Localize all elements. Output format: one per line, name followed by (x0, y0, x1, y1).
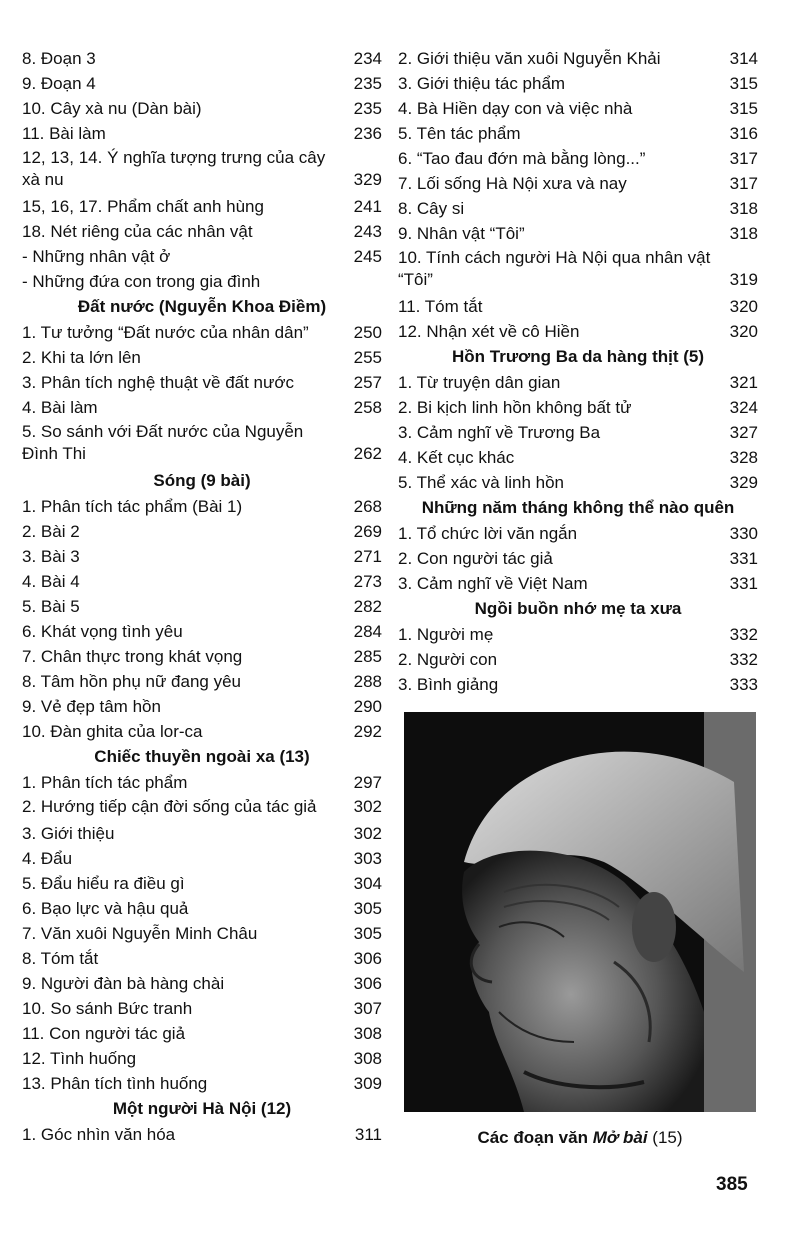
toc-entry (22, 121, 382, 146)
toc-entry (398, 370, 758, 395)
toc-entry (22, 544, 382, 569)
toc-entry-title: 10. Cây xà nu (Dàn bài) (22, 99, 202, 118)
toc-entry-page: 324 (729, 398, 758, 417)
toc-entry (22, 821, 382, 846)
toc-entry-page: 302 (353, 824, 382, 843)
toc-entry-title: 8. Tóm tắt (22, 949, 99, 968)
toc-entry-title: 6. Khát vọng tình yêu (22, 622, 183, 641)
toc-entry-title: 4. Bài làm (22, 398, 98, 417)
toc-entry-page: 316 (729, 124, 758, 143)
toc-entry (398, 622, 758, 647)
toc-entry (398, 470, 758, 495)
toc-entry-title: 2. Hướng tiếp cận đời sống của tác giả (22, 797, 317, 816)
toc-entry-title: 13. Phân tích tình huống (22, 1074, 208, 1093)
toc-entry-page: 236 (353, 124, 382, 143)
toc-entry-page: 308 (353, 1049, 382, 1068)
toc-entry-title: 7. Văn xuôi Nguyễn Minh Châu (22, 924, 258, 943)
toc-entry-page: 250 (353, 323, 382, 342)
toc-entry-title: 1. Phân tích tác phẩm (Bài 1) (22, 497, 243, 516)
toc-entry (398, 146, 758, 171)
toc-entry (22, 494, 382, 519)
toc-entry-title: 2. Bài 2 (22, 522, 80, 541)
photo-caption (404, 1128, 756, 1148)
toc-entry (398, 171, 758, 196)
toc-entry-title: 12. Tình huống (22, 1049, 137, 1068)
toc-entry (22, 871, 382, 896)
caption-italic: Mở bài (592, 1128, 648, 1147)
toc-entry-title: 8. Tâm hồn phụ nữ đang yêu (22, 672, 241, 691)
toc-entry (398, 196, 758, 221)
caption-prefix: Các đoạn văn (477, 1128, 593, 1147)
toc-entry-page: 320 (729, 322, 758, 341)
toc-entry (22, 1046, 382, 1071)
toc-entry (22, 644, 382, 669)
toc-entry-page: 268 (353, 497, 382, 516)
toc-entry-title: 10. Tính cách người Hà Nội qua nhân vật “Tôi” (398, 248, 711, 289)
toc-entry-page: 314 (729, 49, 758, 68)
toc-entry (22, 194, 382, 219)
toc-entry-page: 311 (354, 1125, 382, 1144)
toc-entry-title: 8. Đoạn 3 (22, 49, 96, 68)
toc-entry (398, 294, 758, 319)
toc-entry-title: 4. Đẩu (22, 849, 73, 868)
toc-entry (398, 546, 758, 571)
toc-entry-title: 11. Tóm tắt (398, 297, 483, 316)
toc-entry-title: 9. Đoạn 4 (22, 74, 96, 93)
toc-entry-page: 318 (729, 199, 758, 218)
toc-entry (22, 71, 382, 96)
toc-entry (22, 770, 382, 795)
toc-entry-page: 297 (353, 773, 382, 792)
toc-entry-page: 304 (353, 874, 382, 893)
toc-entry-title: 1. Từ truyện dân gian (398, 373, 561, 392)
toc-entry (22, 619, 382, 644)
toc-entry (398, 395, 758, 420)
toc-entry-page: 331 (729, 549, 758, 568)
toc-entry-title: 5. Đẩu hiểu ra điều gì (22, 874, 185, 893)
toc-entry (22, 370, 382, 395)
toc-entry-page: 271 (353, 547, 382, 566)
caption-count: (15) (647, 1128, 683, 1147)
toc-entry-title: 1. Tổ chức lời văn ngắn (398, 524, 578, 543)
toc-entry-page: 269 (353, 522, 382, 541)
toc-entry-title: 3. Cảm nghĩ về Trương Ba (398, 423, 601, 442)
toc-entry (22, 795, 382, 821)
toc-entry-title: 6. “Tao đau đớn mà bằng lòng...” (398, 149, 646, 168)
toc-entry-title: 9. Người đàn bà hàng chài (22, 974, 225, 993)
section-heading: Hồn Trương Ba da hàng thịt (5) (452, 347, 704, 366)
toc-entry-title: 10. So sánh Bức tranh (22, 999, 193, 1018)
toc-entry (398, 672, 758, 697)
toc-entry (22, 146, 382, 194)
toc-entry-page: 331 (729, 574, 758, 593)
toc-entry (22, 569, 382, 594)
toc-entry-title: 2. Khi ta lớn lên (22, 348, 141, 367)
toc-entry (22, 420, 382, 468)
toc-entry-page: 317 (729, 149, 758, 168)
toc-entry (398, 319, 758, 344)
toc-entry-page: 241 (353, 197, 382, 216)
toc-entry-title: 2. Giới thiệu văn xuôi Nguyễn Khải (398, 49, 661, 68)
toc-entry (22, 594, 382, 619)
toc-entry-page: 327 (729, 423, 758, 442)
toc-entry (22, 669, 382, 694)
toc-entry-title: 1. Tư tưởng “Đất nước của nhân dân” (22, 323, 309, 342)
toc-entry-page: 305 (353, 899, 382, 918)
section-heading: Chiếc thuyền ngoài xa (13) (94, 747, 310, 766)
toc-entry-title: 4. Bài 4 (22, 572, 80, 591)
toc-entry (22, 46, 382, 71)
toc-entry-page: 255 (353, 348, 382, 367)
toc-entry-title: 2. Con người tác giả (398, 549, 553, 568)
toc-entry (398, 647, 758, 672)
section-heading: Sóng (9 bài) (153, 471, 251, 490)
toc-entry (22, 269, 382, 294)
toc-entry-title: 15, 16, 17. Phẩm chất anh hùng (22, 197, 264, 216)
page-number: 385 (716, 1174, 748, 1195)
toc-right-column (398, 46, 758, 697)
toc-entry-page: 321 (729, 373, 758, 392)
toc-entry-page: 284 (353, 622, 382, 641)
toc-entry-title: 1. Người mẹ (398, 625, 494, 644)
toc-entry-page: 245 (353, 247, 382, 266)
toc-left-column (22, 46, 382, 1147)
toc-entry (22, 719, 382, 744)
toc-entry-title: 3. Giới thiệu (22, 824, 115, 843)
toc-entry-title: 8. Cây si (398, 199, 465, 218)
toc-entry (22, 395, 382, 420)
toc-entry-title: 3. Bình giảng (398, 675, 499, 694)
toc-entry-title: 11. Bài làm (22, 124, 106, 143)
toc-entry-page: 332 (729, 650, 758, 669)
toc-entry (22, 320, 382, 345)
portrait-photo (404, 712, 756, 1112)
toc-entry (22, 345, 382, 370)
toc-entry-title: 4. Kết cục khác (398, 448, 515, 467)
toc-entry-title: - Những đứa con trong gia đình (22, 272, 261, 291)
toc-entry-page: 306 (353, 974, 382, 993)
section-heading: Một người Hà Nội (12) (112, 1099, 292, 1118)
toc-entry-title: 11. Con người tác giả (22, 1024, 186, 1043)
toc-entry-page: 309 (353, 1074, 382, 1093)
toc-entry-title: 9. Vẻ đẹp tâm hồn (22, 697, 161, 716)
toc-entry-page: 306 (353, 949, 382, 968)
toc-entry (22, 519, 382, 544)
toc-entry-title: 6. Bạo lực và hậu quả (22, 899, 189, 918)
toc-entry (398, 121, 758, 146)
toc-entry-title: - Những nhân vật ở (22, 247, 171, 266)
toc-entry-page: 317 (729, 174, 758, 193)
toc-entry (22, 971, 382, 996)
toc-entry-page: 319 (729, 270, 758, 289)
toc-entry-title: 5. Bài 5 (22, 597, 80, 616)
toc-entry-title: 18. Nét riêng của các nhân vật (22, 222, 253, 241)
toc-entry (398, 420, 758, 445)
toc-entry-page: 305 (353, 924, 382, 943)
toc-entry-page: 303 (353, 849, 382, 868)
toc-entry-title: 3. Bài 3 (22, 547, 80, 566)
toc-entry-page: 320 (729, 297, 758, 316)
toc-entry-page: 328 (729, 448, 758, 467)
toc-entry-page: 329 (729, 473, 758, 492)
toc-entry-title: 5. So sánh với Đất nước của Nguyễn Đình Thi (22, 422, 304, 463)
toc-entry (22, 96, 382, 121)
toc-entry-page: 308 (353, 1024, 382, 1043)
toc-entry-page: 257 (353, 373, 382, 392)
toc-entry-page: 330 (729, 524, 758, 543)
toc-entry-page: 318 (729, 224, 758, 243)
toc-entry-title: 12, 13, 14. Ý nghĩa tượng trưng của cây xà nu (22, 148, 326, 189)
toc-entry-page: 329 (353, 170, 382, 189)
toc-entry-title: 12. Nhận xét về cô Hiền (398, 322, 580, 341)
toc-entry (398, 221, 758, 246)
toc-entry-page: 262 (353, 444, 382, 463)
toc-entry (22, 846, 382, 871)
section-heading: Ngồi buồn nhớ mẹ ta xưa (474, 599, 682, 618)
toc-entry-page: 234 (353, 49, 382, 68)
toc-entry-page: 235 (353, 99, 382, 118)
toc-entry-page: 285 (353, 647, 382, 666)
toc-entry-page: 292 (353, 722, 382, 741)
toc-entry-title: 2. Người con (398, 650, 498, 669)
toc-entry-title: 2. Bi kịch linh hồn không bất tử (398, 398, 632, 417)
toc-entry (22, 921, 382, 946)
toc-entry (22, 1021, 382, 1046)
toc-entry-title: 10. Đàn ghita của lor-ca (22, 722, 203, 741)
toc-entry-page: 333 (729, 675, 758, 694)
toc-entry-title: 7. Chân thực trong khát vọng (22, 647, 243, 666)
toc-entry (22, 219, 382, 244)
toc-entry-page: 273 (353, 572, 382, 591)
toc-entry (22, 946, 382, 971)
toc-entry-page: 288 (353, 672, 382, 691)
toc-entry-title: 3. Phân tích nghệ thuật về đất nước (22, 373, 295, 392)
toc-entry (398, 71, 758, 96)
toc-entry (398, 46, 758, 71)
toc-entry-page: 290 (353, 697, 382, 716)
toc-entry-title: 4. Bà Hiền dạy con và việc nhà (398, 99, 633, 118)
toc-entry (22, 694, 382, 719)
toc-entry-page: 235 (353, 74, 382, 93)
toc-entry-page: 282 (353, 597, 382, 616)
toc-entry-page: 243 (353, 222, 382, 241)
toc-entry-title: 1. Phân tích tác phẩm (22, 773, 188, 792)
toc-entry-page: 315 (729, 74, 758, 93)
toc-entry-title: 5. Thể xác và linh hồn (398, 473, 565, 492)
section-heading: Những năm tháng không thể nào quên (421, 498, 735, 517)
toc-entry (22, 1071, 382, 1096)
section-heading: Đất nước (Nguyễn Khoa Điềm) (77, 297, 327, 316)
toc-entry-title: 5. Tên tác phẩm (398, 124, 521, 143)
toc-entry (22, 996, 382, 1021)
toc-entry (22, 1122, 382, 1147)
toc-entry-title: 1. Góc nhìn văn hóa (22, 1125, 176, 1144)
toc-entry (22, 896, 382, 921)
toc-entry (398, 96, 758, 121)
toc-entry (398, 246, 758, 294)
toc-entry-title: 7. Lối sống Hà Nội xưa và nay (398, 174, 627, 193)
toc-entry-title: 3. Cảm nghĩ về Việt Nam (398, 574, 588, 593)
toc-entry-title: 9. Nhân vật “Tôi” (398, 224, 525, 243)
toc-entry (398, 571, 758, 596)
elderly-woman-portrait-image (404, 712, 756, 1112)
toc-entry-page: 307 (353, 999, 382, 1018)
toc-entry (398, 521, 758, 546)
toc-entry-page: 315 (729, 99, 758, 118)
toc-entry (22, 244, 382, 269)
toc-entry-page: 258 (353, 398, 382, 417)
toc-entry-page: 332 (729, 625, 758, 644)
toc-entry-title: 3. Giới thiệu tác phẩm (398, 74, 566, 93)
toc-entry-page: 302 (353, 797, 382, 816)
toc-entry (398, 445, 758, 470)
